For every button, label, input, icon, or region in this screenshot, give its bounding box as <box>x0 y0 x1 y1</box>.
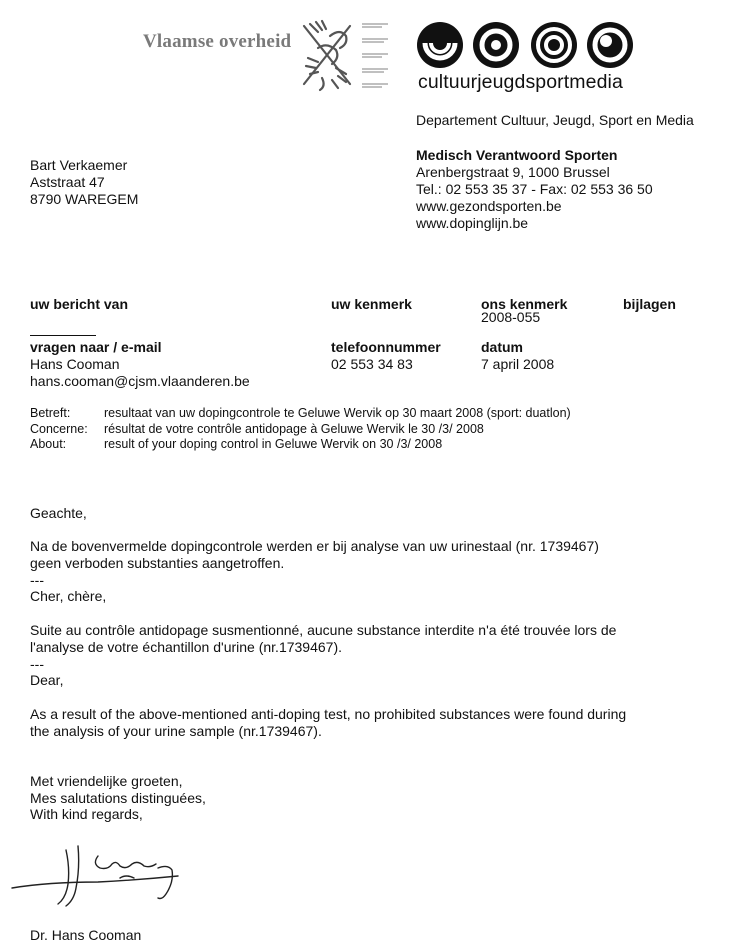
telefoon-label: telefoonnummer <box>331 339 441 355</box>
datum-value: 7 april 2008 <box>481 356 555 372</box>
separator-2: --- <box>30 656 44 672</box>
cjsm-wordmark: cultuurjeugdsportmedia <box>418 71 623 93</box>
subject-text-nl: resultaat van uw dopingcontrole te Geluwe Wervik op 30 maart 2008 (sport: duatlon) <box>104 406 571 420</box>
closing-fr: Mes salutations distinguées, <box>30 790 206 806</box>
subject-label-nl: Betreft: <box>30 406 71 420</box>
flemish-lion-logo-icon <box>296 18 358 92</box>
sender-address: Arenbergstraat 9, 1000 Brussel <box>416 164 610 180</box>
sender-website-1: www.gezondsporten.be <box>416 198 562 214</box>
sender-phone-fax: Tel.: 02 553 35 37 - Fax: 02 553 36 50 <box>416 181 653 197</box>
uw-kenmerk-label: uw kenmerk <box>331 296 412 312</box>
subject-label-en: About: <box>30 437 67 451</box>
greeting-nl: Geachte, <box>30 505 87 521</box>
recipient-street: Aststraat 47 <box>30 174 105 190</box>
ons-kenmerk-label: ons kenmerk <box>481 296 568 312</box>
recipient-address <box>30 157 138 208</box>
body-paragraph-en-line-1: As a result of the above-mentioned anti-doping test, no prohibited substances were found during <box>30 706 627 722</box>
signer-name: Dr. Hans Cooman <box>30 927 142 943</box>
sender-block <box>416 147 653 232</box>
bijlagen-label: bijlagen <box>623 296 676 312</box>
sender-website-2: www.dopinglijn.be <box>416 215 529 231</box>
closing-nl: Met vriendelijke groeten, <box>30 773 183 789</box>
contact-block <box>30 339 250 390</box>
body-paragraph-fr-line-2: l'analyse de votre échantillon d'urine (nr.1739467). <box>30 639 342 655</box>
body-paragraph-en-line-2: the analysis of your urine sample (nr.1739467). <box>30 723 322 739</box>
datum-label: datum <box>481 339 523 355</box>
body-paragraph-fr-line-1: Suite au contrôle antidopage susmentionné, aucune substance interdite n'a été trouvée lors de <box>30 622 617 638</box>
sender-unit: Medisch Verantwoord Sporten <box>416 147 618 163</box>
subject-label-fr: Concerne: <box>30 422 88 436</box>
greeting-fr: Cher, chère, <box>30 588 107 604</box>
separator-1: --- <box>30 572 44 588</box>
subject-text-en: result of your doping control in Geluwe Wervik on 30 /3/ 2008 <box>104 437 443 451</box>
vragen-naar-label: vragen naar / e-mail <box>30 339 162 355</box>
closing-en: With kind regards, <box>30 806 143 822</box>
contact-email: hans.cooman@cjsm.vlaanderen.be <box>30 373 250 389</box>
contact-name: Hans Cooman <box>30 356 120 372</box>
body-paragraph-nl-line-2: geen verboden substanties aangetroffen. <box>30 555 285 571</box>
department-name: Departement Cultuur, Jeugd, Sport en Media <box>416 112 694 128</box>
body-paragraph-nl-line-1: Na de bovenvermelde dopingcontrole werden er bij analyse van uw urinestaal (nr. 1739467) <box>30 538 599 554</box>
telefoon-block <box>331 339 441 373</box>
divider <box>30 335 96 336</box>
vlaamse-overheid-logo-text: Vlaamse overheid <box>143 31 292 52</box>
subject-text-fr: résultat de votre contrôle antidopage à Geluwe Wervik le 30 /3/ 2008 <box>104 422 484 436</box>
handwritten-signature-icon <box>8 838 188 910</box>
greeting-en: Dear, <box>30 672 64 688</box>
datum-block <box>481 339 554 373</box>
recipient-city: 8790 WAREGEM <box>30 191 139 207</box>
cjsm-rings-logo-icon <box>416 21 634 69</box>
uw-bericht-label: uw bericht van <box>30 296 129 312</box>
telefoon-value: 02 553 34 83 <box>331 356 413 372</box>
ons-kenmerk-value: 2008-055 <box>481 309 541 325</box>
recipient-name: Bart Verkaemer <box>30 157 128 173</box>
decorative-lines-icon <box>362 22 388 92</box>
